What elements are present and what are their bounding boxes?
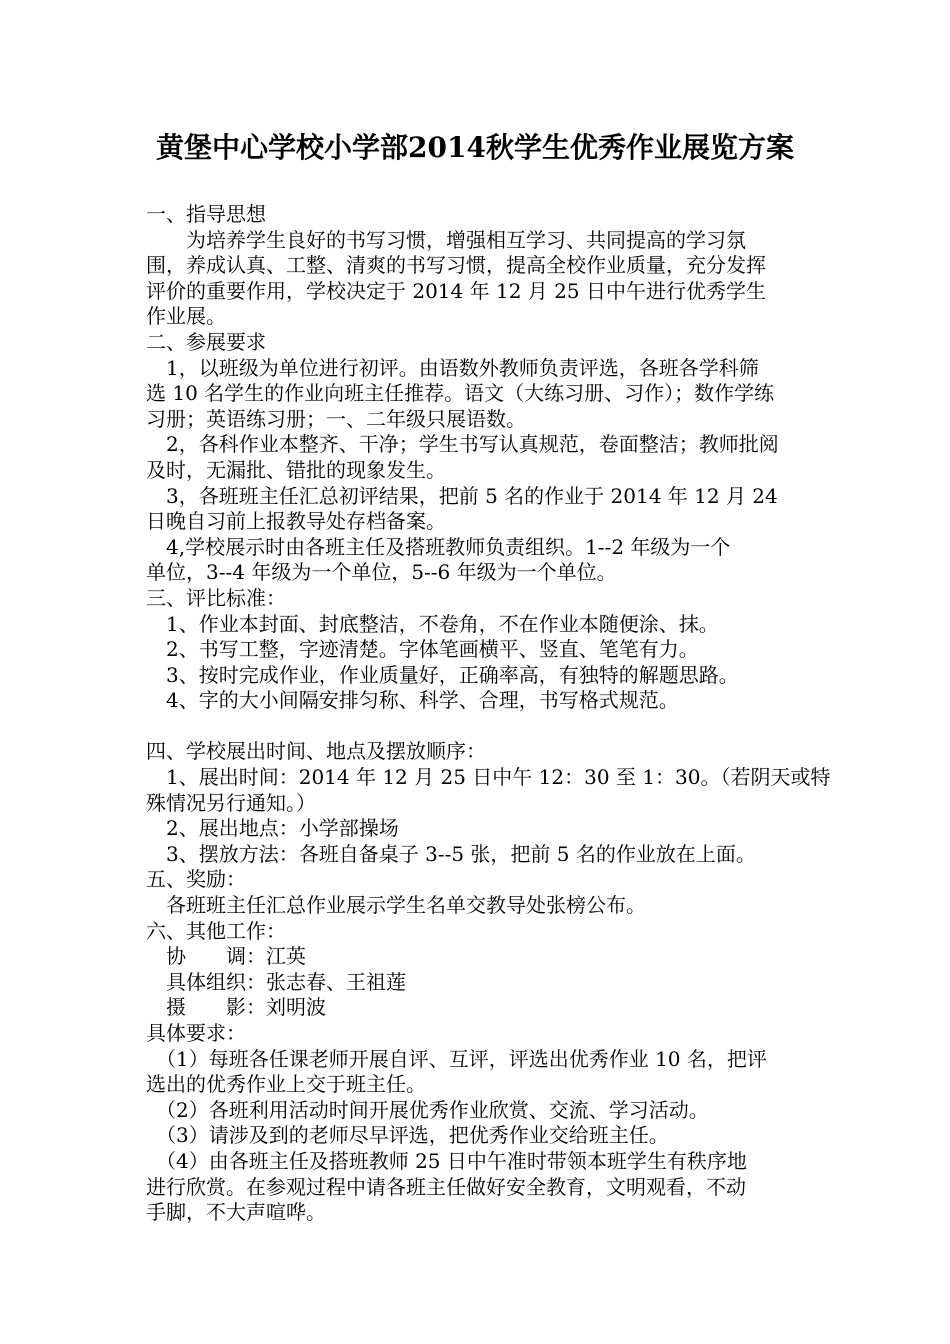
- text-line: 三、评比标准：: [146, 585, 286, 610]
- document-body: [146, 202, 831, 1226]
- text-line: 各班班主任汇总作业展示学生名单交教导处张榜公布。: [146, 893, 646, 918]
- text-line: 具体要求：: [146, 1021, 246, 1045]
- text-line: 六、其他工作：: [146, 918, 286, 943]
- text-line: 1，以班级为单位进行初评。由语数外教师负责评选，各班各学科筛: [146, 355, 759, 380]
- text-line: 3、按时完成作业，作业质量好，正确率高，有独特的解题思路。: [146, 662, 739, 687]
- text-line: 1、作业本封面、封底整洁，不卷角，不在作业本随便涂、抹。: [146, 611, 719, 636]
- text-line: 作业展。: [146, 304, 226, 329]
- text-line: （4）由各班主任及搭班教师 25 日中午准时带领本班学生有秩序地: [146, 1148, 747, 1173]
- text-line: 一、指导思想: [146, 202, 266, 226]
- text-line: 4、字的大小间隔安排匀称、科学、合理，书写格式规范。: [146, 688, 679, 713]
- text-line: （2）各班利用活动时间开展优秀作业欣赏、交流、学习活动。: [146, 1097, 709, 1122]
- text-line: 3、摆放方法：各班自备桌子 3--5 张，把前 5 名的作业放在上面。: [146, 841, 756, 866]
- text-line: 日晚自习前上报教导处存档备案。: [146, 509, 446, 534]
- document-title: 黄堡中心学校小学部2014秋学生优秀作业展览方案: [156, 131, 794, 164]
- text-line: 3，各班班主任汇总初评结果，把前 5 名的作业于 2014 年 12 月 24: [146, 483, 778, 508]
- text-line: 及时，无漏批、错批的现象发生。: [146, 457, 446, 482]
- text-line: 四、学校展出时间、地点及摆放顺序：: [146, 739, 486, 764]
- text-line: 选 10 名学生的作业向班主任推荐。语文（大练习册、习作）；数作学练: [146, 381, 775, 406]
- text-line: 选出的优秀作业上交于班主任。: [146, 1072, 426, 1097]
- text-line: 手脚，不大声喧哗。: [146, 1200, 326, 1225]
- text-line: 2，各科作业本整齐、干净；学生书写认真规范，卷面整洁；教师批阅: [146, 432, 779, 457]
- text-line: （3）请涉及到的老师尽早评选，把优秀作业交给班主任。: [146, 1123, 669, 1148]
- text-line: 五、奖励：: [146, 867, 246, 892]
- text-line: 4,学校展示时由各班主任及搭班教师负责组织。1--2 年级为一个: [146, 534, 731, 559]
- text-line: 协 调：江英: [146, 944, 306, 969]
- text-line: 进行欣赏。在参观过程中请各班主任做好安全教育，文明观看，不动: [146, 1174, 746, 1199]
- text-line: 具体组织：张志春、王祖莲: [146, 969, 406, 994]
- text-line: 二、参展要求: [146, 329, 266, 354]
- text-line: 摄 影：刘明波: [146, 995, 326, 1020]
- text-line: 2、书写工整，字迹清楚。字体笔画横平、竖直、笔笔有力。: [146, 637, 699, 662]
- text-line: 2、展出地点：小学部操场: [146, 816, 399, 841]
- text-line: （1）每班各任课老师开展自评、互评，评选出优秀作业 10 名，把评: [146, 1046, 767, 1071]
- text-line: 围，养成认真、工整、清爽的书写习惯，提高全校作业质量，充分发挥: [146, 253, 766, 278]
- text-line: 习册；英语练习册；一、二年级只展语数。: [146, 406, 526, 431]
- text-line: 单位，3--4 年级为一个单位，5--6 年级为一个单位。: [146, 560, 617, 585]
- text-line: 为培养学生良好的书写习惯，增强相互学习、共同提高的学习氛: [146, 227, 746, 252]
- blank-line: [146, 714, 810, 740]
- text-line: 1、展出时间：2014 年 12 月 25 日中午 12：30 至 1：30。（若阴天或特: [146, 765, 831, 790]
- text-line: 殊情况另行通知。）: [146, 790, 316, 815]
- text-line: 评价的重要作用，学校决定于 2014 年 12 月 25 日中午进行优秀学生: [146, 278, 766, 303]
